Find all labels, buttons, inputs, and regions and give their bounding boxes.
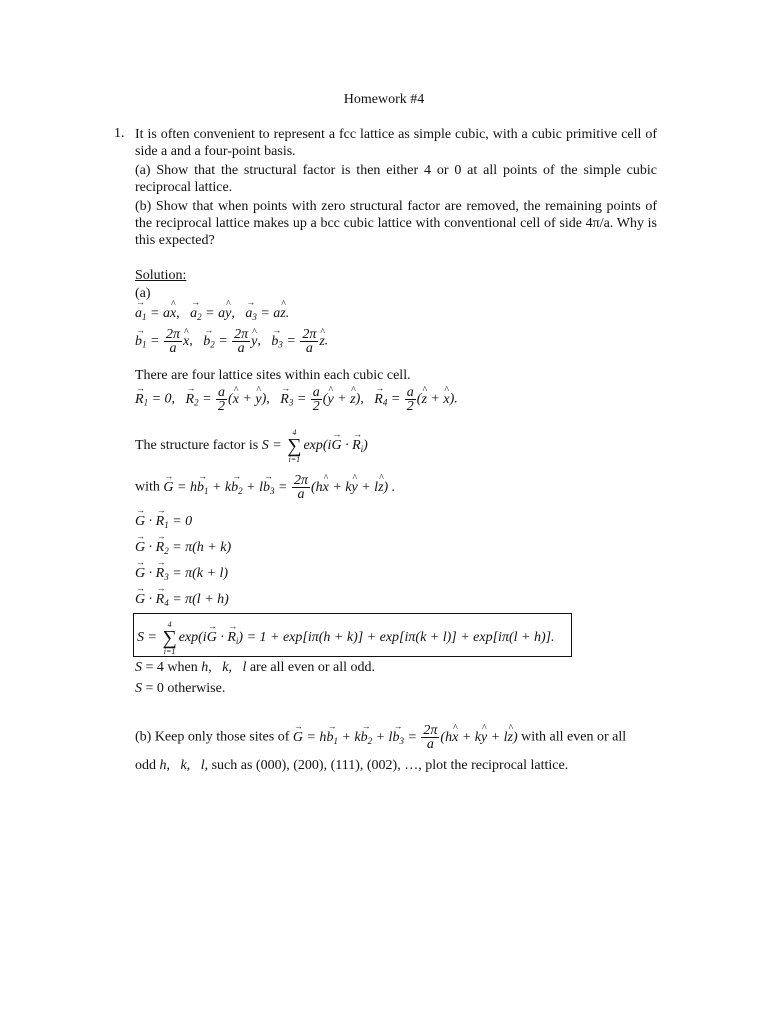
solution-heading: Solution: (135, 268, 187, 283)
solution-part-a-label: (a) (135, 286, 151, 301)
structure-factor-equation: The structure factor is S = 4 ∑ i=1 exp(i→ G · → $R_i$) (135, 428, 368, 464)
problem-number: 1. (114, 126, 125, 141)
problem-part-a: (a) Show that the structural factor is then either 4 or 0 at all points of the simple cubic reciprocal lattice. (135, 163, 657, 195)
page-title: Homework #4 (343, 92, 425, 107)
g-dot-r4: → G · → $R_4 = \pi(l + h)$ (135, 592, 229, 608)
s-equals-0-line: S = 0 otherwise. (135, 681, 226, 696)
four-sites-text: There are four lattice sites within each cubic cell. (135, 368, 411, 383)
part-b-line-1: (b) Keep only those sites of → $G = h\to b_1 + k\to b_2 + l\to b_3$ = $\frac{2\pi}{a}$ (h^ x + k^ y + l^ z) with all even or all (135, 724, 626, 751)
part-b-line-2: odd h, k, l, such as (000), (200), (111), (002), …, plot the reciprocal lattice. (135, 758, 569, 773)
g-vector-equation: with → $G = h\to b_1 + k\to b_2 + l\to b_3$ = $\frac{2\pi}{a}$ (h^ x + k^ y + l^ z) . (135, 474, 395, 501)
reciprocal-vectors-equation: → $b_1$ = $\frac{2\pi}{a}$ ^ x, → $b_2$ = $\frac{2\pi}{a}$ ^ y, → $b_3$ = $\frac{2\pi}{a}$ ^ z. (135, 328, 328, 355)
g-dot-r2: → G · → $R_2 = \pi(h + k)$ (135, 540, 231, 556)
primitive-vectors-equation: → $a_1$ = a^ x, → $a_2$ = a^ y, → $a_3$ = a^ z. (135, 306, 289, 322)
basis-vectors-equation: → $R_1 = 0$, → $R_2$ = $\frac{a}{2}$ (^ x + ^ y), → $R_3$ = $\frac{a}{2}$ (^ y + ^ z), → $R_4$ = $\frac{a}{2}$ (^ z + ^ x). (135, 386, 458, 413)
s-equals-4-line: S = 4 when h, k, l are all even or all odd. (135, 660, 376, 675)
problem-part-b: (b) Show that when points with zero structural factor are removed, the remaining points of the reciprocal lattice makes up a bcc cubic lattice with conventional cell of side 4π/a. Why is this expected? (135, 199, 657, 248)
with-label: with (135, 479, 160, 495)
problem-intro: It is often convenient to represent a fcc lattice as simple cubic, with a cubic primitive cell of side a and a four-point basis. (135, 127, 657, 159)
structure-factor-label: The structure factor is (135, 438, 259, 454)
structure-factor-result: S = 4 ∑ i=1 exp(i→ G · → $R_i) = 1 + \exp[i\pi(h + k)] + \exp[i\pi(k + l)] + \exp[i\pi(l + h)]$. (137, 620, 555, 656)
g-dot-r3: → G · → $R_3 = \pi(k + l)$ (135, 566, 228, 582)
g-dot-r1: → G · → $R_1 = 0$ (135, 514, 192, 530)
